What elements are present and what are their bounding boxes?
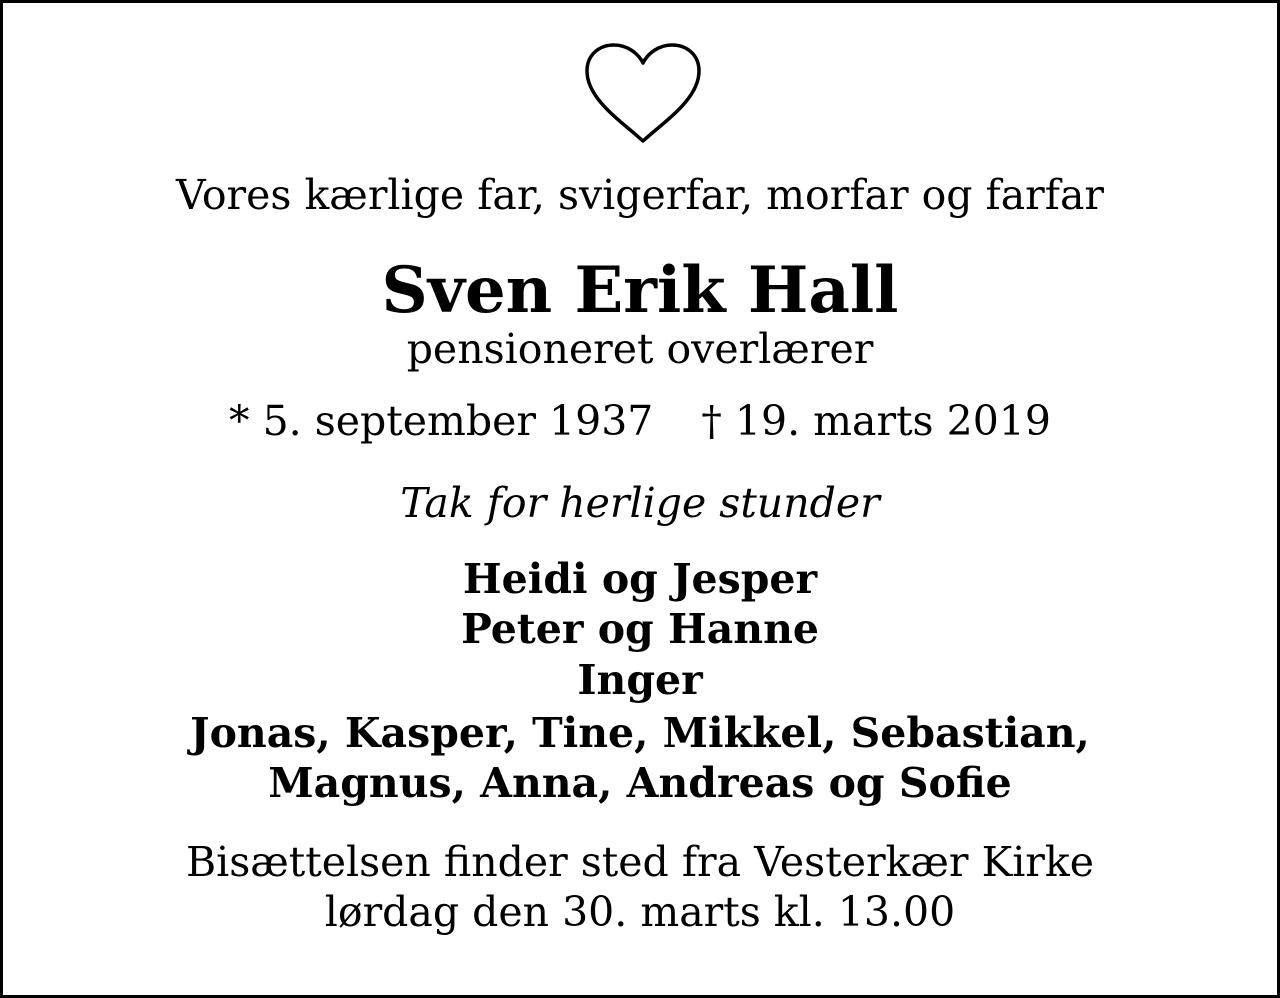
- birth-date: * 5. september 1937: [229, 397, 654, 445]
- funeral-info-line: lørdag den 30. marts kl. 13.00: [324, 888, 956, 936]
- death-date: † 19. marts 2019: [701, 397, 1051, 445]
- occupation-text: pensioneret overlærer: [406, 325, 874, 373]
- family-line: Peter og Hanne: [460, 605, 819, 653]
- funeral-info-line: Bisættelsen finder sted fra Vesterkær Kirke: [185, 838, 1095, 886]
- deceased-name: Sven Erik Hall: [381, 253, 899, 328]
- family-line: Jonas, Kasper, Tine, Mikkel, Sebastian,: [190, 709, 1090, 757]
- family-line: Magnus, Anna, Andreas og Sofie: [268, 759, 1012, 807]
- life-dates: [3, 397, 1277, 445]
- motto-text: Tak for herlige stunder: [400, 479, 880, 527]
- heart-outline-icon: [581, 41, 705, 147]
- intro-text: Vores kærlige far, svigerfar, morfar og farfar: [175, 171, 1104, 219]
- family-line: Inger: [577, 656, 703, 704]
- family-line: Heidi og Jesper: [462, 555, 818, 603]
